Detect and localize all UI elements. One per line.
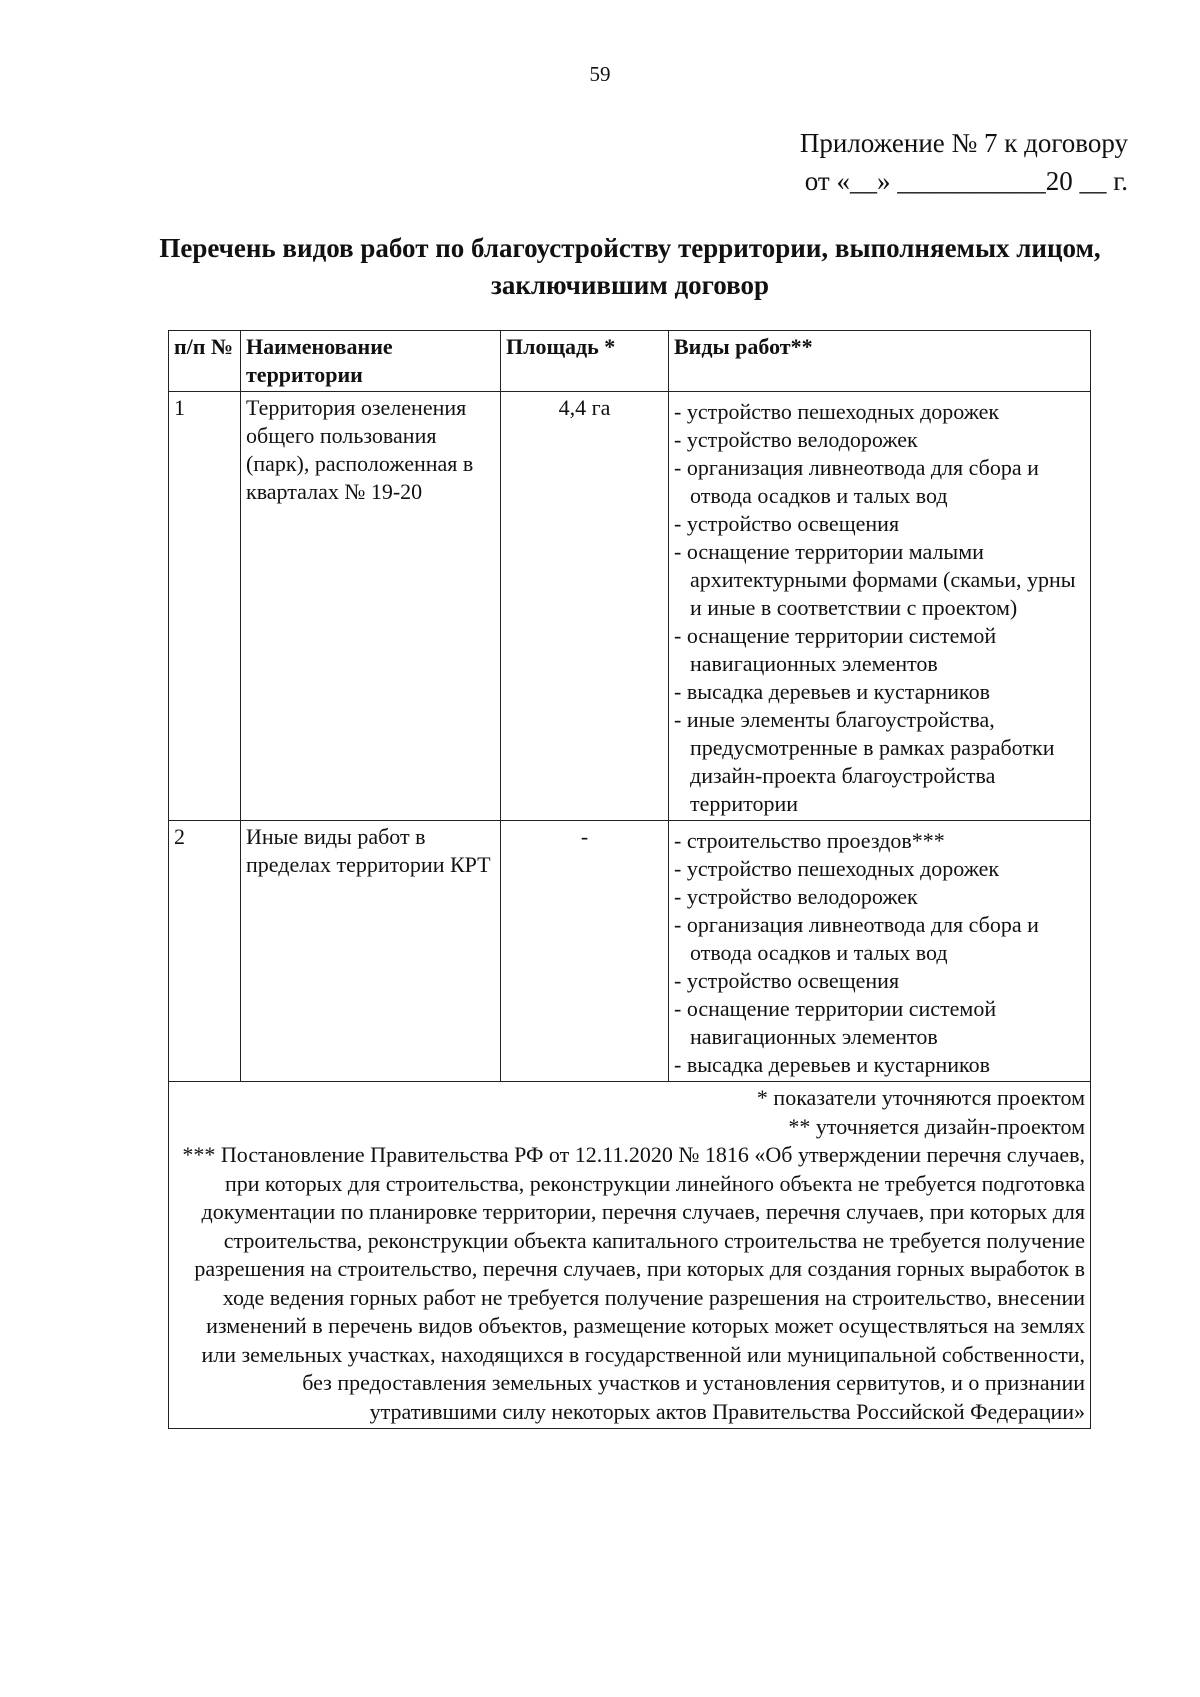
works-list xyxy=(674,827,1085,1079)
footnote-area: * показатели уточняются проектом xyxy=(756,1085,1085,1110)
footnotes-row xyxy=(169,1082,1091,1429)
row-area: - xyxy=(501,821,669,1082)
row-num: 2 xyxy=(169,821,241,1082)
header-works: Виды работ** xyxy=(669,331,1091,392)
appendix-reference xyxy=(800,124,1128,200)
row-area: 4,4 га xyxy=(501,392,669,821)
table-row xyxy=(169,821,1091,1082)
row-territory-name: Иные виды работ в пределах территории КРТ xyxy=(241,821,501,1082)
appendix-line: Приложение № 7 к договору xyxy=(799,128,1128,158)
list-item: - оснащение территории системой навигационных элементов xyxy=(674,996,997,1049)
table-row xyxy=(169,392,1091,821)
list-item: - высадка деревьев и кустарников xyxy=(674,679,990,704)
works-table xyxy=(168,330,1091,1429)
footnote-works: ** уточняется дизайн-проектом xyxy=(788,1113,1085,1139)
footnotes xyxy=(169,1082,1091,1429)
header-name: Наименование территории xyxy=(241,331,501,392)
page-number: 59 xyxy=(589,62,611,86)
list-item: - организация ливнеотвода для сбора и отвода осадков и талых вод xyxy=(674,455,1039,508)
list-item: - устройство освещения xyxy=(674,968,900,993)
list-item: - оснащение территории малыми архитектурными формами (скамьи, урны и иные в соответствии с проектом) xyxy=(674,539,1076,620)
header-num: п/п № xyxy=(169,331,241,392)
list-item: - устройство пешеходных дорожек xyxy=(674,399,1000,424)
row-works xyxy=(669,392,1091,821)
document-title: Перечень видов работ по благоустройству территории, выполняемых лицом, заключившим договор xyxy=(159,233,1101,300)
list-item: - высадка деревьев и кустарников xyxy=(674,1052,990,1077)
header-area: Площадь * xyxy=(501,331,669,392)
list-item: - строительство проездов*** xyxy=(674,828,945,853)
list-item: - оснащение территории системой навигационных элементов xyxy=(674,623,997,676)
list-item: - устройство пешеходных дорожек xyxy=(674,856,1000,881)
works-list xyxy=(674,398,1085,818)
list-item: - иные элементы благоустройства, предусмотренные в рамках разработки дизайн-проекта благоустройства территории xyxy=(674,707,1055,816)
row-num: 1 xyxy=(169,392,241,821)
table-header-row xyxy=(169,331,1091,392)
appendix-date-line: от «__» ___________20 __ г. xyxy=(804,166,1128,196)
row-works xyxy=(669,821,1091,1082)
list-item: - устройство велодорожек xyxy=(674,884,918,909)
list-item: - организация ливнеотвода для сбора и отвода осадков и талых вод xyxy=(674,912,1039,965)
list-item: - устройство освещения xyxy=(674,511,900,536)
footnote-decree: *** Постановление Правительства РФ от 12.11.2020 № 1816 «Об утверждении перечня случаев, при которых для строительства, реконструкции линейного объекта не требуется подготовка документации по планировке территории, перечня случаев, перечня случаев, при которых для строительства, реконструкции объекта капитального строительства не требуется получение разрешения на строительство, перечня случаев, при которых для создания горных выработок в ходе ведения горных работ не требуется получение разрешения на строительство, внесении изменений в перечень видов объектов, размещение которых может осуществляться на землях или земельных участках, находящихся в государственной или муниципальной собственности, без предоставления земельных участков и установления сервитутов, и о признании утратившими силу некоторых актов Правительства Российской Федерации» xyxy=(182,1142,1085,1424)
row-territory-name: Территория озеленения общего пользования (парк), расположенная в кварталах № 19-20 xyxy=(241,392,501,821)
list-item: - устройство велодорожек xyxy=(674,427,918,452)
